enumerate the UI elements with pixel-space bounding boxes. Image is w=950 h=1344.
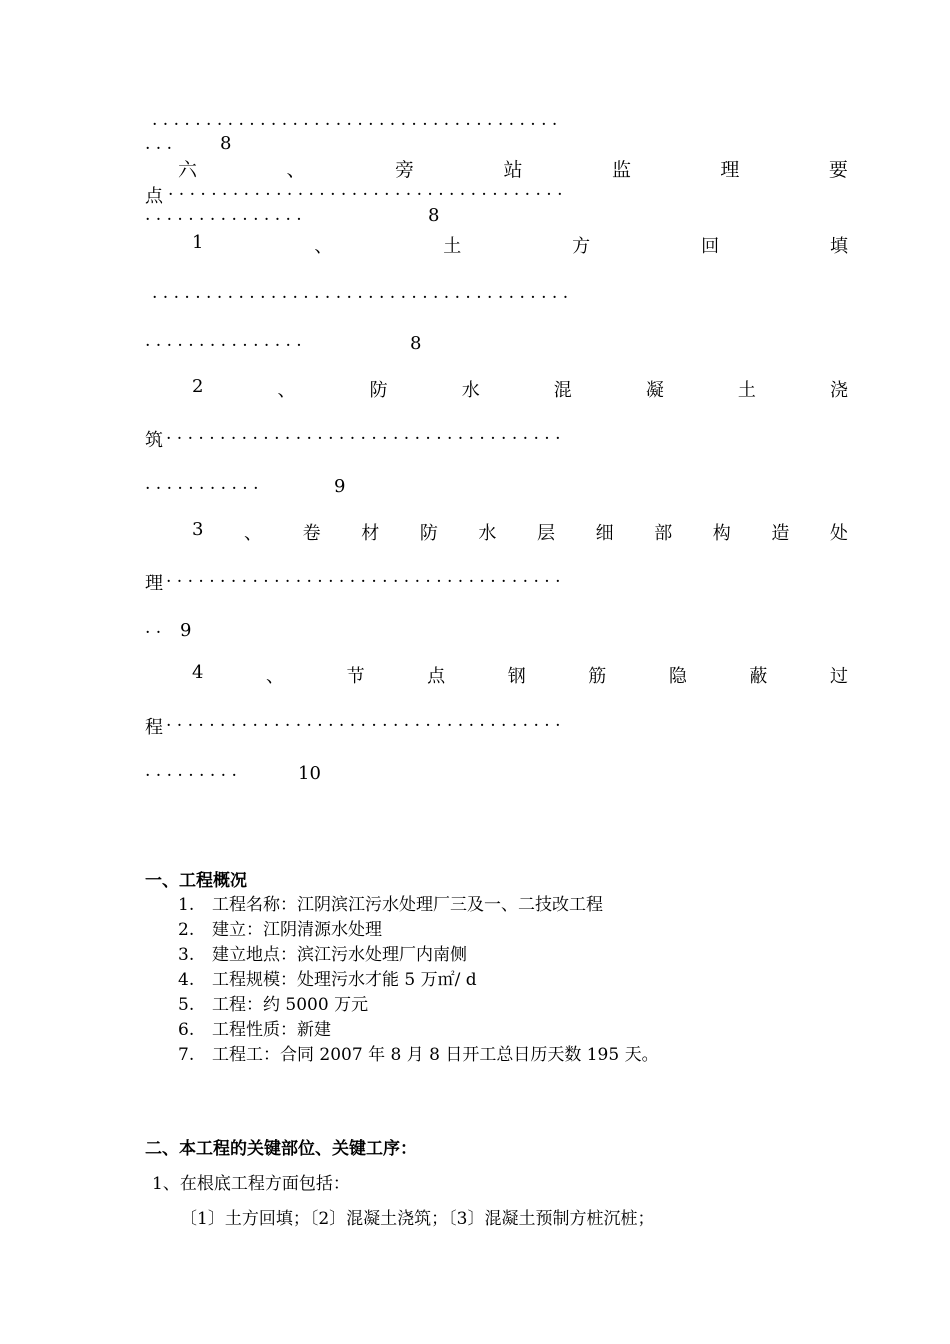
list-item: 4. 工程规模：处理污水才能 5 万㎡/ d — [178, 970, 477, 990]
toc-item-2-title: 2 、 防 水 混 凝 土 浇 — [192, 376, 848, 401]
toc-item-4-tail: 程 — [145, 717, 163, 738]
toc-dot-leader: . . . . . . . . . . . . . . . — [145, 331, 302, 351]
toc-page-number: 8 — [220, 133, 232, 154]
toc-page-number: 8 — [410, 333, 422, 354]
toc-page-number: 8 — [428, 205, 440, 226]
toc-dot-leader: . . . — [145, 134, 173, 154]
list-item: 6. 工程性质：新建 — [178, 1020, 331, 1040]
toc-page-number: 9 — [334, 476, 346, 497]
toc-dot-leader: . . . . . . . . . . . . . . . . . . . . . . . . . . . . . . . . . . . . . — [166, 567, 561, 587]
toc-page-number: 10 — [298, 763, 321, 784]
toc-item-6-tail: 点 — [145, 186, 163, 207]
toc-page-number: 9 — [180, 620, 192, 641]
list-item: 3. 建立地点：滨江污水处理厂内南侧 — [178, 945, 467, 965]
section-2-subheading: 1、在根底工程方面包括： — [152, 1174, 350, 1194]
toc-item-6-title: 六 、 旁 站 监 理 要 — [178, 159, 848, 181]
section-2-detail: 〔1〕土方回填；〔2〕混凝土浇筑；〔3〕混凝土预制方桩沉桩； — [180, 1209, 655, 1229]
toc-dot-leader: . . . . . . . . . — [145, 761, 237, 781]
toc-item-1-title: 1 、 土 方 回 填 — [192, 232, 848, 257]
toc-dot-leader: . . — [145, 618, 162, 638]
toc-dot-leader: . . . . . . . . . . . . . . . . . . . . . . . . . . . . . . . . . . . . . — [168, 180, 563, 200]
toc-dot-leader: . . . . . . . . . . . — [145, 474, 259, 494]
toc-item-4-title: 4 、 节 点 钢 筋 隐 蔽 过 — [192, 662, 848, 687]
toc-dot-leader: . . . . . . . . . . . . . . . . . . . . . . . . . . . . . . . . . . . . . . — [152, 110, 558, 130]
toc-dot-leader: . . . . . . . . . . . . . . . . . . . . . . . . . . . . . . . . . . . . . — [166, 711, 561, 731]
list-item: 5. 工程：约 5000 万元 — [178, 995, 369, 1015]
toc-item-3-title: 3 、 卷 材 防 水 层 细 部 构 造 处 — [192, 519, 848, 544]
list-item: 2. 建立：江阴清源水处理 — [178, 920, 382, 940]
toc-dot-leader: . . . . . . . . . . . . . . . — [145, 205, 302, 225]
toc-dot-leader: . . . . . . . . . . . . . . . . . . . . . . . . . . . . . . . . . . . . . — [166, 424, 561, 444]
list-item: 7. 工程工：合同 2007 年 8 月 8 日开工总日历天数 195 天。 — [178, 1045, 659, 1065]
toc-item-3-tail: 理 — [145, 573, 163, 594]
section-1-heading: 一、工程概况 — [145, 871, 247, 891]
list-item: 1. 工程名称：江阴滨江污水处理厂三及一、二技改工程 — [178, 895, 603, 915]
toc-item-2-tail: 筑 — [145, 430, 163, 451]
toc-dot-leader: . . . . . . . . . . . . . . . . . . . . . . . . . . . . . . . . . . . . . . . — [152, 283, 569, 303]
section-2-heading: 二、本工程的关键部位、关键工序： — [145, 1139, 417, 1159]
